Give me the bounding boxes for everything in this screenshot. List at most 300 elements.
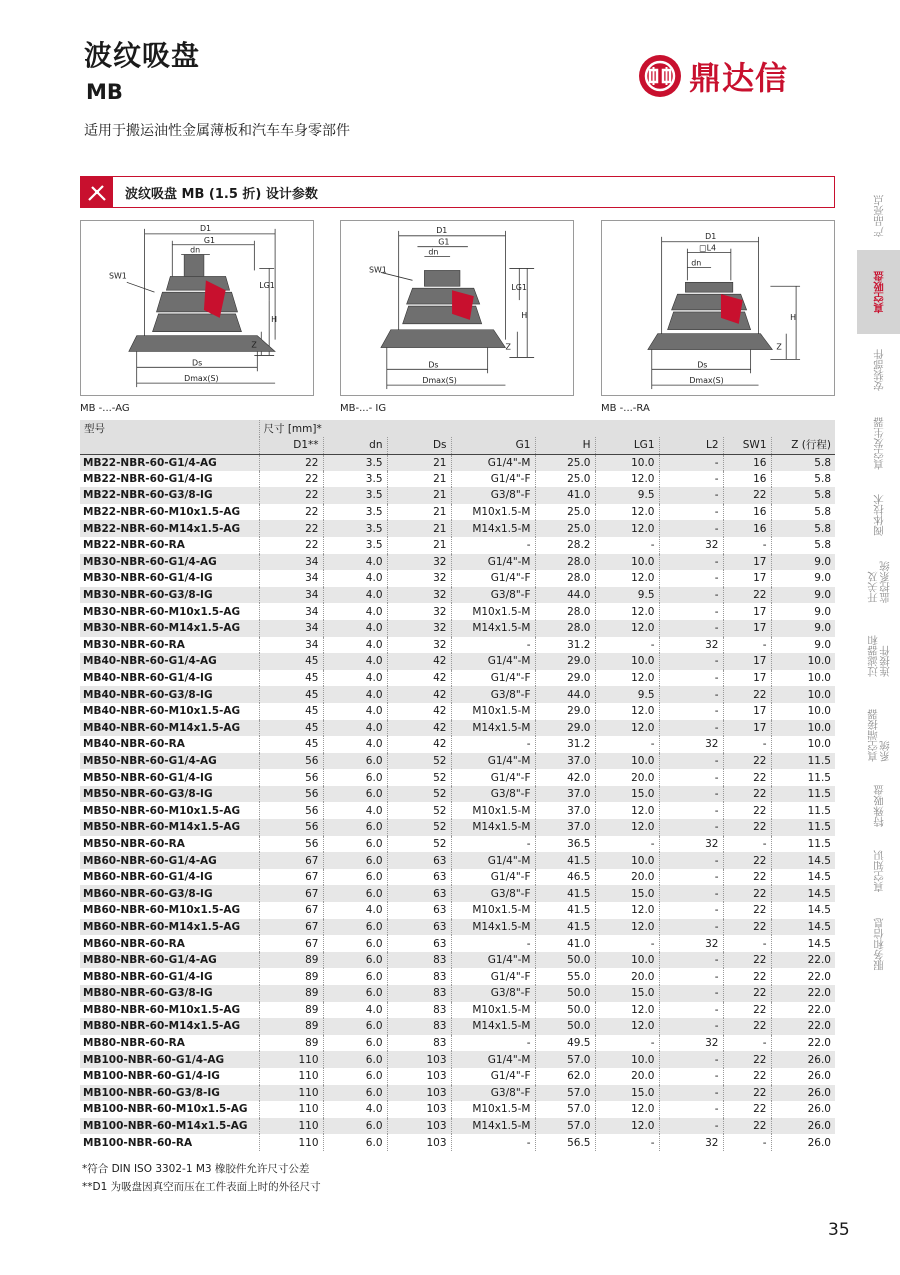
value-cell: 10.0 — [595, 753, 659, 770]
value-cell: 32 — [659, 935, 723, 952]
value-cell: 89 — [259, 1035, 323, 1052]
value-cell: 22 — [723, 1068, 771, 1085]
value-cell: 10.0 — [807, 705, 831, 718]
value-cell: 3.5 — [323, 487, 387, 504]
value-cell: 22 — [723, 487, 771, 504]
value-cell: 5.8 — [771, 487, 835, 504]
value-cell: 6.0 — [323, 1035, 387, 1052]
value-cell: M10x1.5-M — [451, 504, 535, 521]
table-row — [80, 587, 835, 604]
value-cell: 41.5 — [535, 885, 595, 902]
value-cell: 10.0 — [595, 852, 659, 869]
model-cell: MB80-NBR-60-G1/4-IG — [80, 968, 259, 985]
value-cell: 11.5 — [771, 786, 835, 803]
value-cell: - — [659, 1002, 723, 1019]
value-cell: 6.0 — [323, 919, 387, 936]
value-cell: 4.0 — [323, 1101, 387, 1118]
value-cell: 45 — [259, 736, 323, 753]
page-number: 35 — [828, 1220, 850, 1240]
value-cell: 32 — [659, 736, 723, 753]
value-cell: 44.0 — [535, 587, 595, 604]
value-cell: G1/4"-F — [451, 1068, 535, 1085]
model-cell: MB40-NBR-60-RA — [80, 736, 259, 753]
value-cell: 83 — [387, 968, 451, 985]
value-cell: 4.0 — [323, 620, 387, 637]
model-cell: MB50-NBR-60-G1/4-AG — [80, 753, 259, 770]
value-cell: 22 — [723, 769, 771, 786]
dim-label-h: H — [790, 312, 797, 322]
value-cell: 22 — [723, 952, 771, 969]
table-row — [80, 1134, 835, 1151]
value-cell: - — [659, 1101, 723, 1118]
value-cell: G1/4"-F — [451, 471, 535, 488]
value-cell: 10.0 — [595, 1051, 659, 1068]
value-cell: G3/8"-F — [451, 985, 535, 1002]
value-cell: 5.8 — [814, 539, 831, 552]
value-cell: 17 — [723, 603, 771, 620]
side-nav-label: 开关及 监控系统 — [866, 561, 891, 603]
side-nav-item[interactable] — [857, 840, 900, 902]
value-cell: 67 — [259, 852, 323, 869]
value-cell: 57.0 — [535, 1101, 595, 1118]
column-header: H — [535, 437, 595, 454]
value-cell: - — [659, 1118, 723, 1135]
value-cell: 16 — [723, 504, 771, 521]
value-cell: 16 — [723, 520, 771, 537]
model-cell: MB40-NBR-60-M10x1.5-AG — [80, 703, 259, 720]
table-row — [80, 471, 835, 488]
model-cell: MB22-NBR-60-M14x1.5-AG — [80, 520, 259, 537]
value-cell: 32 — [387, 554, 451, 571]
value-cell: 16 — [723, 471, 771, 488]
side-nav-item[interactable] — [857, 484, 900, 546]
table-row — [80, 952, 835, 969]
value-cell: - — [659, 587, 723, 604]
value-cell: 10.0 — [807, 672, 831, 685]
value-cell: 22 — [259, 471, 323, 488]
value-cell: 6.0 — [323, 769, 387, 786]
value-cell: - — [659, 952, 723, 969]
value-cell: M14x1.5-M — [451, 520, 535, 537]
table-row — [80, 836, 835, 853]
value-cell: 29.0 — [535, 653, 595, 670]
value-cell: 29.0 — [535, 670, 595, 687]
side-nav-item[interactable] — [857, 698, 900, 772]
header-model: 型号 — [80, 420, 259, 437]
value-cell: 12.0 — [595, 802, 659, 819]
value-cell: - — [595, 935, 659, 952]
value-cell: - — [659, 968, 723, 985]
dim-label-dmax: Dmax(S) — [422, 376, 457, 386]
model-cell: MB100-NBR-60-M10x1.5-AG — [80, 1101, 259, 1118]
value-cell: - — [659, 902, 723, 919]
value-cell: 10.0 — [771, 686, 835, 703]
value-cell: 42 — [387, 720, 451, 737]
value-cell: 12.0 — [595, 670, 659, 687]
value-cell: - — [659, 670, 723, 687]
table-row — [80, 1002, 835, 1019]
model-cell: MB60-NBR-60-G1/4-AG — [80, 852, 259, 869]
brand-logo — [637, 52, 825, 100]
value-cell: 22 — [723, 885, 771, 902]
table-row — [80, 670, 835, 687]
value-cell: 41.5 — [535, 919, 595, 936]
value-cell: 22 — [723, 1085, 771, 1102]
value-cell: - — [723, 736, 771, 753]
value-cell: 22 — [723, 1101, 771, 1118]
value-cell: 52 — [387, 836, 451, 853]
value-cell: 28.0 — [535, 554, 595, 571]
dim-label-lg1: LG1 — [259, 281, 275, 291]
value-cell: G1/4"-M — [451, 653, 535, 670]
value-cell: 45 — [259, 670, 323, 687]
value-cell: 22 — [723, 919, 771, 936]
value-cell: 12.0 — [595, 504, 659, 521]
value-cell: 15.0 — [595, 885, 659, 902]
value-cell: 14.5 — [771, 852, 835, 869]
side-nav-item[interactable] — [857, 338, 900, 402]
value-cell: 22 — [723, 1002, 771, 1019]
value-cell: M10x1.5-M — [451, 1101, 535, 1118]
value-cell: 17 — [723, 670, 771, 687]
value-cell: 4.0 — [323, 720, 387, 737]
model-cell: MB60-NBR-60-G1/4-IG — [80, 869, 259, 886]
side-nav-label: 产品亮点 — [872, 195, 885, 237]
value-cell: 67 — [259, 902, 323, 919]
side-nav-item[interactable] — [857, 618, 900, 694]
value-cell: 4.0 — [323, 686, 387, 703]
value-cell: 6.0 — [323, 869, 387, 886]
side-nav-label: 服务和信息 — [872, 917, 885, 971]
value-cell: 10.0 — [771, 720, 835, 737]
value-cell: 6.0 — [323, 1051, 387, 1068]
table-row — [80, 1018, 835, 1035]
value-cell: 14.5 — [771, 885, 835, 902]
value-cell: M14x1.5-M — [451, 819, 535, 836]
value-cell: - — [659, 603, 723, 620]
value-cell: 110 — [259, 1068, 323, 1085]
value-cell: 3.5 — [323, 454, 387, 471]
value-cell: 4.0 — [323, 587, 387, 604]
dim-label-z: Z — [251, 340, 257, 350]
value-cell: M14x1.5-M — [451, 1118, 535, 1135]
value-cell: 28.0 — [535, 570, 595, 587]
footnote-d1: **D1 为吸盘因真空而压在工件表面上时的外径尺寸 — [82, 1181, 321, 1193]
value-cell: 67 — [259, 885, 323, 902]
value-cell: 14.5 — [807, 871, 831, 884]
value-cell: - — [659, 454, 723, 471]
table-row — [80, 554, 835, 571]
value-cell: 32 — [659, 537, 723, 554]
value-cell: 103 — [387, 1101, 451, 1118]
value-cell: 6.0 — [323, 753, 387, 770]
section-title: 波纹吸盘 MB (1.5 折) 设计参数 — [125, 186, 318, 202]
value-cell: 22 — [723, 985, 771, 1002]
value-cell: 42.0 — [535, 769, 595, 786]
side-nav-item[interactable] — [857, 406, 900, 480]
dim-label-h: H — [271, 314, 278, 324]
table-row — [80, 1101, 835, 1118]
value-cell: - — [723, 1134, 771, 1151]
page-title: 波纹吸盘 — [84, 39, 201, 72]
value-cell: - — [595, 836, 659, 853]
value-cell: 12.0 — [595, 620, 659, 637]
value-cell: G1/4"-F — [451, 968, 535, 985]
value-cell: - — [659, 819, 723, 836]
side-nav-item[interactable] — [857, 906, 900, 982]
table-row — [80, 885, 835, 902]
value-cell: 89 — [259, 985, 323, 1002]
value-cell: 17 — [723, 653, 771, 670]
value-cell: 63 — [387, 919, 451, 936]
value-cell: 21 — [387, 504, 451, 521]
value-cell: 9.0 — [771, 620, 835, 637]
value-cell: 63 — [387, 935, 451, 952]
value-cell: - — [451, 836, 535, 853]
side-nav-label: 阀体技术 — [872, 494, 885, 536]
value-cell: 6.0 — [323, 935, 387, 952]
dim-label-z: Z — [776, 342, 782, 352]
side-nav-label: 真空知识 — [872, 850, 885, 892]
value-cell: 6.0 — [323, 1085, 387, 1102]
dim-label-dmax: Dmax(S) — [689, 376, 724, 386]
value-cell: 22.0 — [771, 985, 835, 1002]
value-cell: G1/4"-M — [451, 454, 535, 471]
table-row — [80, 935, 835, 952]
value-cell: G1/4"-F — [451, 769, 535, 786]
value-cell: G3/8"-F — [451, 885, 535, 902]
value-cell: 103 — [387, 1068, 451, 1085]
value-cell: - — [659, 1018, 723, 1035]
model-cell: MB50-NBR-60-M10x1.5-AG — [80, 802, 259, 819]
value-cell: 63 — [387, 852, 451, 869]
value-cell: 5.8 — [771, 520, 835, 537]
value-cell: 11.5 — [807, 771, 831, 784]
side-nav-item[interactable] — [857, 186, 900, 246]
side-nav-item[interactable] — [857, 776, 900, 836]
value-cell: 42 — [387, 703, 451, 720]
table-row — [80, 537, 835, 554]
value-cell: 22 — [723, 1051, 771, 1068]
model-cell: MB60-NBR-60-M10x1.5-AG — [80, 902, 259, 919]
model-cell: MB100-NBR-60-M14x1.5-AG — [80, 1118, 259, 1135]
value-cell: - — [659, 620, 723, 637]
value-cell: M10x1.5-M — [451, 603, 535, 620]
value-cell: 22 — [259, 504, 323, 521]
value-cell: 103 — [387, 1118, 451, 1135]
value-cell: 67 — [259, 869, 323, 886]
value-cell: 11.5 — [807, 804, 831, 817]
value-cell: M14x1.5-M — [451, 919, 535, 936]
value-cell: 22.0 — [807, 1037, 831, 1050]
value-cell: 50.0 — [535, 985, 595, 1002]
diagram-caption: MB-...- IG — [340, 403, 387, 414]
value-cell: 6.0 — [323, 786, 387, 803]
value-cell: 15.0 — [595, 985, 659, 1002]
value-cell: 42 — [387, 686, 451, 703]
value-cell: 34 — [259, 587, 323, 604]
value-cell: G3/8"-F — [451, 786, 535, 803]
value-cell: 6.0 — [323, 985, 387, 1002]
dim-label-d1: D1 — [199, 223, 212, 233]
value-cell: 41.0 — [535, 487, 595, 504]
value-cell: 22 — [723, 587, 771, 604]
value-cell: - — [659, 686, 723, 703]
value-cell: 16 — [723, 454, 771, 471]
table-row — [80, 852, 835, 869]
value-cell: 17 — [723, 570, 771, 587]
value-cell: 6.0 — [323, 968, 387, 985]
value-cell: 15.0 — [595, 1085, 659, 1102]
dim-label-dn: dn — [190, 245, 201, 255]
value-cell: - — [659, 653, 723, 670]
table-row — [80, 769, 835, 786]
value-cell: - — [659, 471, 723, 488]
value-cell: 22 — [723, 968, 771, 985]
value-cell: 10.0 — [595, 554, 659, 571]
table-row — [80, 753, 835, 770]
value-cell: 31.2 — [535, 736, 595, 753]
value-cell: 9.5 — [595, 587, 659, 604]
value-cell: 45 — [259, 686, 323, 703]
table-row — [80, 720, 835, 737]
value-cell: G1/4"-M — [451, 952, 535, 969]
value-cell: 5.8 — [814, 472, 831, 485]
value-cell: - — [659, 869, 723, 886]
value-cell: 32 — [659, 1035, 723, 1052]
model-cell: MB100-NBR-60-G1/4-AG — [80, 1051, 259, 1068]
value-cell: 103 — [387, 1051, 451, 1068]
table-row — [80, 985, 835, 1002]
dim-label-h: H — [521, 310, 528, 320]
value-cell: 56 — [259, 786, 323, 803]
value-cell: 32 — [387, 620, 451, 637]
value-cell: 89 — [259, 968, 323, 985]
value-cell: M14x1.5-M — [451, 1018, 535, 1035]
value-cell: - — [659, 1051, 723, 1068]
side-nav-label: 安装部件 — [872, 349, 885, 391]
value-cell: - — [451, 935, 535, 952]
value-cell: 12.0 — [595, 902, 659, 919]
value-cell: 20.0 — [595, 769, 659, 786]
diagram-ra — [601, 220, 835, 396]
side-nav-item[interactable] — [857, 550, 900, 614]
value-cell: 22.0 — [807, 1003, 831, 1016]
table-row — [80, 802, 835, 819]
value-cell: 4.0 — [323, 554, 387, 571]
value-cell: 83 — [387, 1035, 451, 1052]
model-cell: MB100-NBR-60-G3/8-IG — [80, 1085, 259, 1102]
value-cell: 20.0 — [595, 1068, 659, 1085]
value-cell: 17 — [723, 720, 771, 737]
dim-label-g1: G1 — [203, 235, 216, 245]
value-cell: - — [659, 885, 723, 902]
value-cell: 6.0 — [323, 1118, 387, 1135]
value-cell: 63 — [387, 885, 451, 902]
dim-label-ds: Ds — [428, 360, 439, 370]
value-cell: - — [659, 769, 723, 786]
column-header: D1** — [259, 437, 323, 454]
value-cell: 41.5 — [535, 902, 595, 919]
value-cell: 4.0 — [323, 703, 387, 720]
dim-label-d1: D1 — [436, 225, 448, 235]
diagram-ig — [340, 220, 574, 396]
value-cell: - — [659, 985, 723, 1002]
value-cell: G3/8"-F — [451, 686, 535, 703]
value-cell: 50.0 — [535, 952, 595, 969]
model-cell: MB30-NBR-60-M10x1.5-AG — [80, 603, 259, 620]
value-cell: 29.0 — [535, 720, 595, 737]
table-row — [80, 819, 835, 836]
value-cell: 12.0 — [595, 1002, 659, 1019]
side-nav-label: 真空吸盘 — [872, 271, 885, 313]
model-cell: MB100-NBR-60-RA — [80, 1134, 259, 1151]
model-cell: MB30-NBR-60-G1/4-AG — [80, 554, 259, 571]
value-cell: 52 — [387, 753, 451, 770]
value-cell: 11.5 — [771, 753, 835, 770]
model-cell: MB22-NBR-60-M10x1.5-AG — [80, 504, 259, 521]
dim-label-sw1: SW1 — [369, 265, 387, 275]
table-row — [80, 686, 835, 703]
value-cell: 22 — [723, 869, 771, 886]
table-row — [80, 653, 835, 670]
value-cell: 34 — [259, 620, 323, 637]
side-nav-item[interactable] — [857, 250, 900, 334]
value-cell: 5.8 — [814, 506, 831, 519]
value-cell: 37.0 — [535, 786, 595, 803]
value-cell: 25.0 — [535, 454, 595, 471]
calipers-icon — [80, 176, 113, 208]
model-cell: MB80-NBR-60-RA — [80, 1035, 259, 1052]
dim-label-dn: dn — [691, 258, 702, 268]
model-cell: MB22-NBR-60-G1/4-IG — [80, 471, 259, 488]
value-cell: 4.0 — [323, 670, 387, 687]
value-cell: 14.5 — [771, 919, 835, 936]
table-row — [80, 1118, 835, 1135]
value-cell: 9.5 — [595, 686, 659, 703]
value-cell: 26.0 — [807, 1136, 831, 1149]
value-cell: G1/4"-F — [451, 670, 535, 687]
value-cell: 32 — [659, 1134, 723, 1151]
value-cell: 6.0 — [323, 836, 387, 853]
value-cell: 22 — [723, 686, 771, 703]
value-cell: M10x1.5-M — [451, 1002, 535, 1019]
value-cell: - — [659, 703, 723, 720]
table-row — [80, 968, 835, 985]
value-cell: 26.0 — [771, 1118, 835, 1135]
model-cell: MB60-NBR-60-RA — [80, 935, 259, 952]
value-cell: 14.5 — [807, 904, 831, 917]
value-cell: 37.0 — [535, 802, 595, 819]
value-cell: 32 — [387, 587, 451, 604]
value-cell: 32 — [387, 570, 451, 587]
column-header: Ds — [387, 437, 451, 454]
value-cell: G3/8"-F — [451, 1085, 535, 1102]
value-cell: 6.0 — [323, 1018, 387, 1035]
brand-mark-icon — [637, 53, 683, 99]
value-cell: M14x1.5-M — [451, 620, 535, 637]
value-cell: - — [723, 836, 771, 853]
value-cell: 110 — [259, 1101, 323, 1118]
value-cell: 12.0 — [595, 1018, 659, 1035]
dim-label-dn: dn — [428, 247, 439, 257]
value-cell: 52 — [387, 819, 451, 836]
value-cell: 4.0 — [323, 902, 387, 919]
value-cell: 12.0 — [595, 520, 659, 537]
value-cell: 22 — [723, 819, 771, 836]
model-cell: MB40-NBR-60-G1/4-IG — [80, 670, 259, 687]
value-cell: 4.0 — [323, 736, 387, 753]
